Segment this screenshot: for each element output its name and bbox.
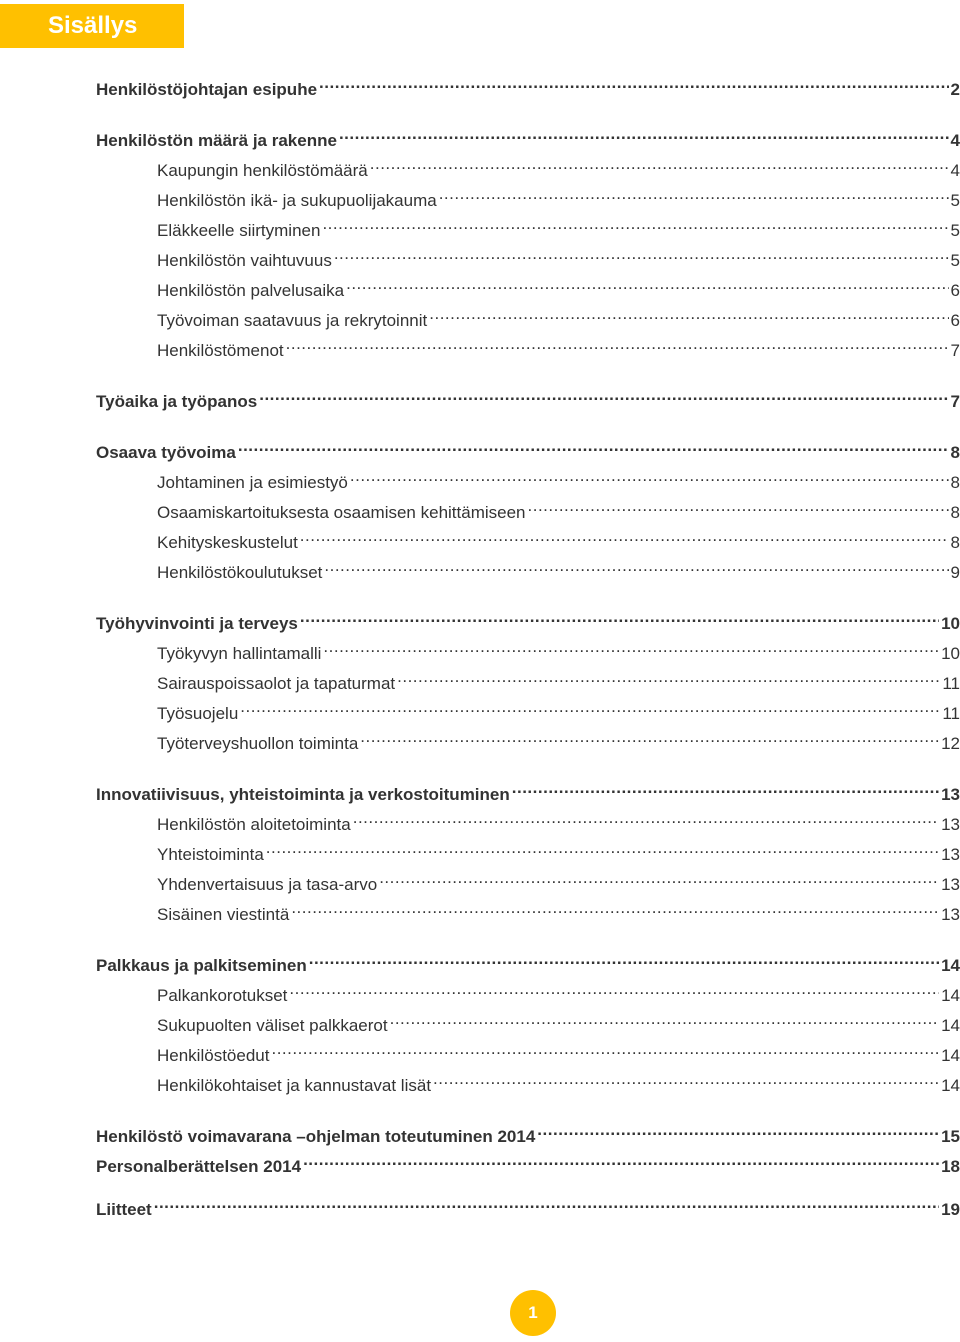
- toc-entry[interactable]: [96, 122, 960, 150]
- dot-leader: [271, 1037, 939, 1061]
- toc-entry-page: 8: [950, 533, 960, 552]
- page-title: Sisällys: [0, 4, 184, 48]
- toc-entry-page: 14: [941, 1076, 960, 1095]
- dot-leader: [300, 605, 939, 629]
- toc-entry-page: 5: [950, 221, 960, 240]
- toc-entry-page: 10: [941, 614, 960, 633]
- toc-entry-label: Henkilöstön palvelusaika: [157, 281, 345, 300]
- toc-subentry[interactable]: [157, 524, 960, 552]
- toc-entry-label: Osaava työvoima: [96, 443, 236, 462]
- toc-entry-label: Yhteistoiminta: [157, 845, 264, 864]
- dot-leader: [512, 776, 939, 800]
- toc-entry[interactable]: [96, 434, 960, 462]
- toc-subentry[interactable]: [157, 212, 960, 240]
- toc-entry-label: Henkilöstön vaihtuvuus: [157, 251, 332, 270]
- toc-entry-page: 4: [950, 161, 960, 180]
- toc-entry-page: 8: [950, 503, 960, 522]
- dot-leader: [303, 1148, 939, 1172]
- toc-entry-page: 9: [950, 563, 960, 582]
- dot-leader: [379, 866, 939, 890]
- toc-subentry[interactable]: [157, 494, 960, 522]
- toc-entry-page: 4: [950, 131, 960, 150]
- dot-leader: [429, 302, 948, 326]
- toc-entry-page: 13: [941, 845, 960, 864]
- toc-entry-label: Henkilöstön ikä- ja sukupuolijakauma: [157, 191, 437, 210]
- toc-subentry[interactable]: [157, 806, 960, 834]
- toc-subentry[interactable]: [157, 896, 960, 924]
- toc-subentry[interactable]: [157, 977, 960, 1005]
- dot-leader: [360, 725, 939, 749]
- toc-subentry[interactable]: [157, 272, 960, 300]
- toc-entry-label: Sairauspoissaolot ja tapaturmat: [157, 674, 396, 693]
- toc-entry[interactable]: [96, 1191, 960, 1219]
- toc-entry-label: Työhyvinvointi ja terveys: [96, 614, 298, 633]
- toc-entry-label: Työaika ja työpanos: [96, 392, 258, 411]
- toc-entry-label: Henkilökohtaiset ja kannustavat lisät: [157, 1076, 432, 1095]
- toc-subentry[interactable]: [157, 665, 960, 693]
- toc-entry-page: 11: [942, 704, 960, 723]
- toc-entry-label: Kaupungin henkilöstömäärä: [157, 161, 368, 180]
- dot-leader: [528, 494, 949, 518]
- toc-entry-page: 8: [950, 473, 960, 492]
- toc-entry-page: 6: [950, 281, 960, 300]
- toc-entry-label: Eläkkeelle siirtyminen: [157, 221, 321, 240]
- toc-entry-page: 10: [941, 644, 960, 663]
- toc-entry-label: Kehityskeskustelut: [157, 533, 298, 552]
- toc-entry-label: Johtaminen ja esimiestyö: [157, 473, 348, 492]
- toc-subentry[interactable]: [157, 152, 960, 180]
- toc-entry-page: 18: [941, 1157, 960, 1176]
- toc-entry[interactable]: [96, 776, 960, 804]
- toc-entry-label: Henkilöstömenot: [157, 341, 284, 360]
- toc-entry-label: Osaamiskartoituksesta osaamisen kehittämiseen: [157, 503, 526, 522]
- dot-leader: [353, 806, 939, 830]
- toc-entry-page: 6: [950, 311, 960, 330]
- dot-leader: [291, 896, 939, 920]
- page-number-badge: 1: [510, 1290, 556, 1336]
- toc-entry-label: Henkilöstö voimavarana –ohjelman toteutuminen 2014: [96, 1127, 536, 1146]
- toc-entry-page: 19: [941, 1200, 960, 1219]
- toc-entry[interactable]: [96, 383, 960, 411]
- dot-leader: [390, 1007, 939, 1031]
- toc-entry-label: Liitteet: [96, 1200, 152, 1219]
- toc-entry-label: Yhdenvertaisuus ja tasa-arvo: [157, 875, 378, 894]
- toc-entry[interactable]: [96, 71, 960, 99]
- dot-leader: [154, 1191, 939, 1215]
- toc-entry-label: Innovatiivisuus, yhteistoiminta ja verkostoituminen: [96, 785, 510, 804]
- toc-entry-page: 2: [950, 80, 960, 99]
- toc-entry-page: 11: [942, 674, 960, 693]
- dot-leader: [339, 122, 949, 146]
- dot-leader: [324, 554, 948, 578]
- toc-entry-page: 14: [941, 956, 960, 975]
- dot-leader: [439, 182, 949, 206]
- toc-subentry[interactable]: [157, 242, 960, 270]
- toc-subentry[interactable]: [157, 332, 960, 360]
- dot-leader: [433, 1067, 939, 1091]
- dot-leader: [334, 242, 949, 266]
- toc-entry-label: Palkkaus ja palkitseminen: [96, 956, 307, 975]
- toc-entry-label: Henkilöstöjohtajan esipuhe: [96, 80, 318, 99]
- toc-entry-page: 12: [941, 734, 960, 753]
- dot-leader: [322, 212, 948, 236]
- dot-leader: [240, 695, 940, 719]
- toc-subentry[interactable]: [157, 635, 960, 663]
- toc-entry-label: Sukupuolten väliset palkkaerot: [157, 1016, 388, 1035]
- toc-entry-label: Henkilöstön määrä ja rakenne: [96, 131, 337, 150]
- toc-entry-label: Työvoiman saatavuus ja rekrytoinnit: [157, 311, 428, 330]
- dot-leader: [289, 977, 939, 1001]
- dot-leader: [300, 524, 949, 548]
- dot-leader: [346, 272, 948, 296]
- toc-entry[interactable]: [96, 605, 960, 633]
- toc-entry-label: Työsuojelu: [157, 704, 239, 723]
- toc-entry-page: 7: [950, 341, 960, 360]
- toc-subentry[interactable]: [157, 695, 960, 723]
- dot-leader: [238, 434, 949, 458]
- toc-entry[interactable]: [96, 947, 960, 975]
- toc-subentry[interactable]: [157, 464, 960, 492]
- toc-entry-label: Henkilöstöedut: [157, 1046, 270, 1065]
- toc-subentry[interactable]: [157, 866, 960, 894]
- toc-subentry[interactable]: [157, 182, 960, 210]
- dot-leader: [537, 1118, 939, 1142]
- dot-leader: [259, 383, 948, 407]
- dot-leader: [323, 635, 939, 659]
- toc-entry[interactable]: [96, 1118, 960, 1146]
- toc-entry-page: 5: [950, 251, 960, 270]
- toc-entry-page: 15: [941, 1127, 960, 1146]
- toc-entry-page: 14: [941, 986, 960, 1005]
- toc-entry-page: 13: [941, 785, 960, 804]
- toc-subentry[interactable]: [157, 302, 960, 330]
- toc-entry-page: 14: [941, 1046, 960, 1065]
- toc-entry[interactable]: [96, 1148, 960, 1176]
- toc-subentry[interactable]: [157, 725, 960, 753]
- toc-entry-page: 7: [950, 392, 960, 411]
- toc-entry-label: Henkilöstökoulutukset: [157, 563, 323, 582]
- toc-entry-label: Personalberättelsen 2014: [96, 1157, 302, 1176]
- dot-leader: [397, 665, 940, 689]
- dot-leader: [266, 836, 939, 860]
- dot-leader: [286, 332, 949, 356]
- toc-subentry[interactable]: [157, 836, 960, 864]
- toc-subentry[interactable]: [157, 1067, 960, 1095]
- toc-subentry[interactable]: [157, 1007, 960, 1035]
- toc-subentry[interactable]: [157, 554, 960, 582]
- toc-entry-label: Sisäinen viestintä: [157, 905, 290, 924]
- toc-subentry[interactable]: [157, 1037, 960, 1065]
- dot-leader: [309, 947, 939, 971]
- dot-leader: [319, 71, 948, 95]
- toc-entry-label: Henkilöstön aloitetoiminta: [157, 815, 351, 834]
- dot-leader: [350, 464, 949, 488]
- toc-entry-page: 14: [941, 1016, 960, 1035]
- toc-entry-page: 8: [950, 443, 960, 462]
- toc-entry-page: 13: [941, 875, 960, 894]
- toc-entry-page: 5: [950, 191, 960, 210]
- toc-entry-page: 13: [941, 905, 960, 924]
- toc-entry-label: Työkyvyn hallintamalli: [157, 644, 322, 663]
- toc-entry-page: 13: [941, 815, 960, 834]
- toc-entry-label: Työterveyshuollon toiminta: [157, 734, 359, 753]
- toc-entry-label: Palkankorotukset: [157, 986, 288, 1005]
- dot-leader: [370, 152, 949, 176]
